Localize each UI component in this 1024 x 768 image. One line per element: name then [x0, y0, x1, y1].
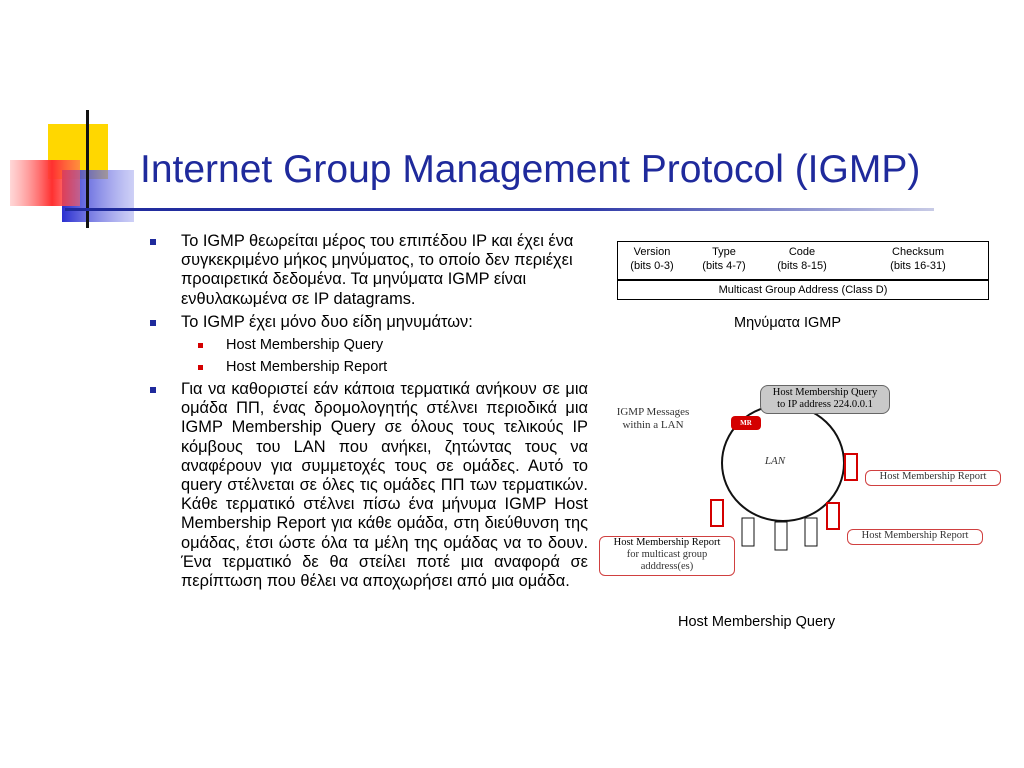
- sub-bullet-report: Host Membership Report: [150, 358, 588, 376]
- report-box-right-bottom: Host Membership Report: [847, 529, 983, 545]
- field-type: [690, 245, 758, 273]
- field-checksum-name: Checksum: [892, 246, 944, 258]
- query-box-line-1: Host Membership Query: [772, 387, 878, 398]
- host-reporting-right: [845, 454, 857, 480]
- field-checksum-bits: (bits 16-31): [890, 260, 946, 272]
- diagram-caption: Host Membership Query: [678, 614, 836, 630]
- slide-title: Internet Group Management Protocol (IGMP): [140, 148, 921, 191]
- report-box-left-line-2: for multicast group: [626, 549, 708, 560]
- messages-label: [605, 406, 701, 432]
- report-box-left: [599, 536, 735, 576]
- messages-label-line-2: within a LAN: [622, 419, 684, 431]
- report-box-right-top: Host Membership Report: [865, 470, 1001, 486]
- messages-label-line-1: IGMP Messages: [616, 406, 690, 418]
- host-reporting-center: [827, 503, 839, 529]
- field-checksum: [858, 245, 978, 273]
- slide-logo-graphic: [0, 0, 140, 240]
- query-box: [760, 385, 890, 414]
- title-underline: [65, 208, 934, 211]
- bullet-1: Το IGMP θεωρείται μέρος του επιπέδου IP και έχει ένα συγκεκριμένο μήκος μηνύματος, το οποίο δεν περιέχει προαιρετικά δεδομένα. Τα μηνύματα IGMP είναι ενθυλακωμένα σε IP datagrams.: [150, 232, 588, 309]
- query-box-line-2: to IP address 224.0.0.1: [777, 399, 873, 410]
- bullet-2: Το IGMP έχει μόνο δυο είδη μηνυμάτων:: [150, 313, 588, 332]
- header-caption: Μηνύματα IGMP: [734, 315, 842, 331]
- host-2: [775, 522, 787, 550]
- report-box-left-line-3: adddress(es): [640, 561, 694, 572]
- field-version-bits: (bits 0-3): [630, 260, 674, 272]
- router-label: MR: [740, 419, 752, 427]
- igmp-header-table: [617, 241, 989, 300]
- field-version: [618, 245, 686, 273]
- header-row-fields: [618, 242, 988, 281]
- lan-label: LAN: [764, 455, 786, 467]
- bullet-3: Για να καθοριστεί εάν κάποια τερματικά ανήκουν σε μια ομάδα ΠΠ, ένας δρομολογητής στέλνει περιοδικά μια IGMP Membership Query σε όλους τους τελικούς IP κόμβους του LAN που ανήκει, ζητώντας τους να αναφέρουν για συμμετοχές τους σε ομάδες. Αυτό το query στέλνεται σε όλες τις ομάδες ΠΠ των τερματικών. Κάθε τερματικό στέλνει πίσω ένα μήνυμα IGMP Host Membership Report για κάθε ομάδα, στη διεύθυνση της ομάδας, έτσι ώστε όλα τα μέλη της ομάδας να το δουν. Ένα τερματικό δε θα στείλει ποτέ μια αναφορά σε περίπτωση που θέλει να αποχωρήσει από μια ομάδα.: [150, 380, 588, 591]
- field-version-name: Version: [633, 246, 671, 258]
- field-type-name: Type: [712, 246, 736, 258]
- field-code-bits: (bits 8-15): [777, 260, 827, 272]
- field-type-bits: (bits 4-7): [702, 260, 746, 272]
- igmp-lan-diagram: [595, 380, 1015, 580]
- sub-bullet-query: Host Membership Query: [150, 336, 588, 354]
- field-code-name: Code: [788, 246, 816, 258]
- field-code: [768, 245, 836, 273]
- host-reporting-left: [711, 500, 723, 526]
- field-address: Multicast Group Address (Class D): [718, 284, 888, 296]
- slide-body: [150, 232, 588, 595]
- host-3: [805, 518, 817, 546]
- host-1: [742, 518, 754, 546]
- report-box-left-line-1: Host Membership Report: [613, 537, 721, 548]
